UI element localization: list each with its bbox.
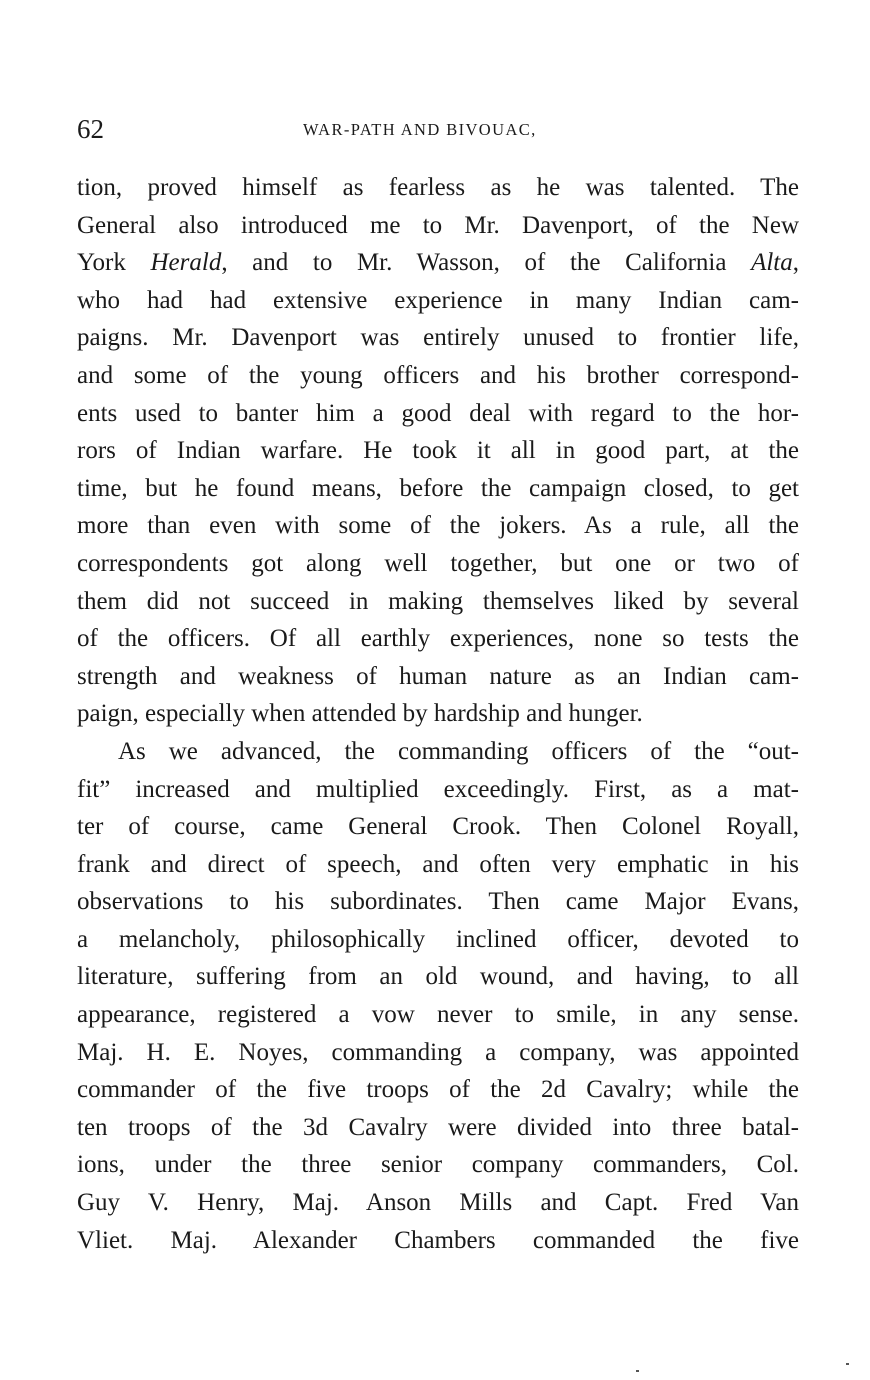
text-run: , [792, 249, 799, 277]
newspaper-title: Herald [150, 249, 222, 277]
body-text [77, 169, 799, 1259]
text-line [77, 244, 799, 282]
text-line: Vliet. Maj. Alexander Chambers commanded the five [77, 1226, 799, 1254]
text-line: fit” increased and multiplied exceedingly. First, as a mat- [77, 775, 799, 803]
print-speck [636, 1370, 639, 1372]
text-run: York [77, 249, 151, 277]
text-line: ions, under the three senior company commanders, Col. [77, 1151, 799, 1179]
text-line: more than even with some of the jokers. As a rule, all the [77, 512, 799, 540]
text-line: ter of course, came General Crook. Then Colonel Royall, [77, 813, 799, 841]
text-run: , and to Mr. Wasson, of the California [221, 249, 752, 277]
page-number: 62 [77, 114, 104, 144]
text-line: and some of the young officers and his brother correspond- [77, 361, 799, 389]
text-line: tion, proved himself as fearless as he was talented. The [77, 174, 799, 201]
text-line: frank and direct of speech, and often very emphatic in his [77, 850, 799, 878]
text-line: rors of Indian warfare. He took it all in good part, at the [77, 437, 799, 465]
text-line: them did not succeed in making themselves liked by several [77, 587, 799, 615]
running-head: WAR-PATH AND BIVOUAC, [303, 120, 537, 139]
text-line: paign, especially when attended by hardship and hunger. [77, 700, 643, 728]
text-line: commander of the five troops of the 2d Cavalry; while the [77, 1076, 799, 1104]
text-line: strength and weakness of human nature as an Indian cam- [77, 662, 799, 690]
text-line: observations to his subordinates. Then came Major Evans, [77, 888, 799, 916]
newspaper-title: Alta [751, 249, 793, 277]
text-line: correspondents got along well together, but one or two of [77, 549, 799, 577]
text-line: General also introduced me to Mr. Davenport, of the New [77, 211, 799, 239]
paragraph-first-line: As we advanced, the commanding officers of the “out- [118, 737, 799, 765]
text-line: of the officers. Of all earthly experiences, none so tests the [77, 625, 799, 653]
print-speck [846, 1363, 849, 1365]
text-line: a melancholy, philosophically inclined officer, devoted to [77, 925, 799, 953]
text-line: ten troops of the 3d Cavalry were divided into three batal- [77, 1113, 799, 1141]
text-line: who had had extensive experience in many Indian cam- [77, 286, 799, 314]
text-line: Maj. H. E. Noyes, commanding a company, was appointed [77, 1038, 799, 1066]
text-line: paigns. Mr. Davenport was entirely unused to frontier life, [77, 324, 799, 352]
text-line: time, but he found means, before the campaign closed, to get [77, 474, 799, 502]
text-line: Guy V. Henry, Maj. Anson Mills and Capt. Fred Van [77, 1189, 799, 1217]
text-line: literature, suffering from an old wound, and having, to all [77, 963, 799, 991]
text-line: appearance, registered a vow never to smile, in any sense. [77, 1001, 799, 1029]
text-line: ents used to banter him a good deal with regard to the hor- [77, 399, 799, 427]
